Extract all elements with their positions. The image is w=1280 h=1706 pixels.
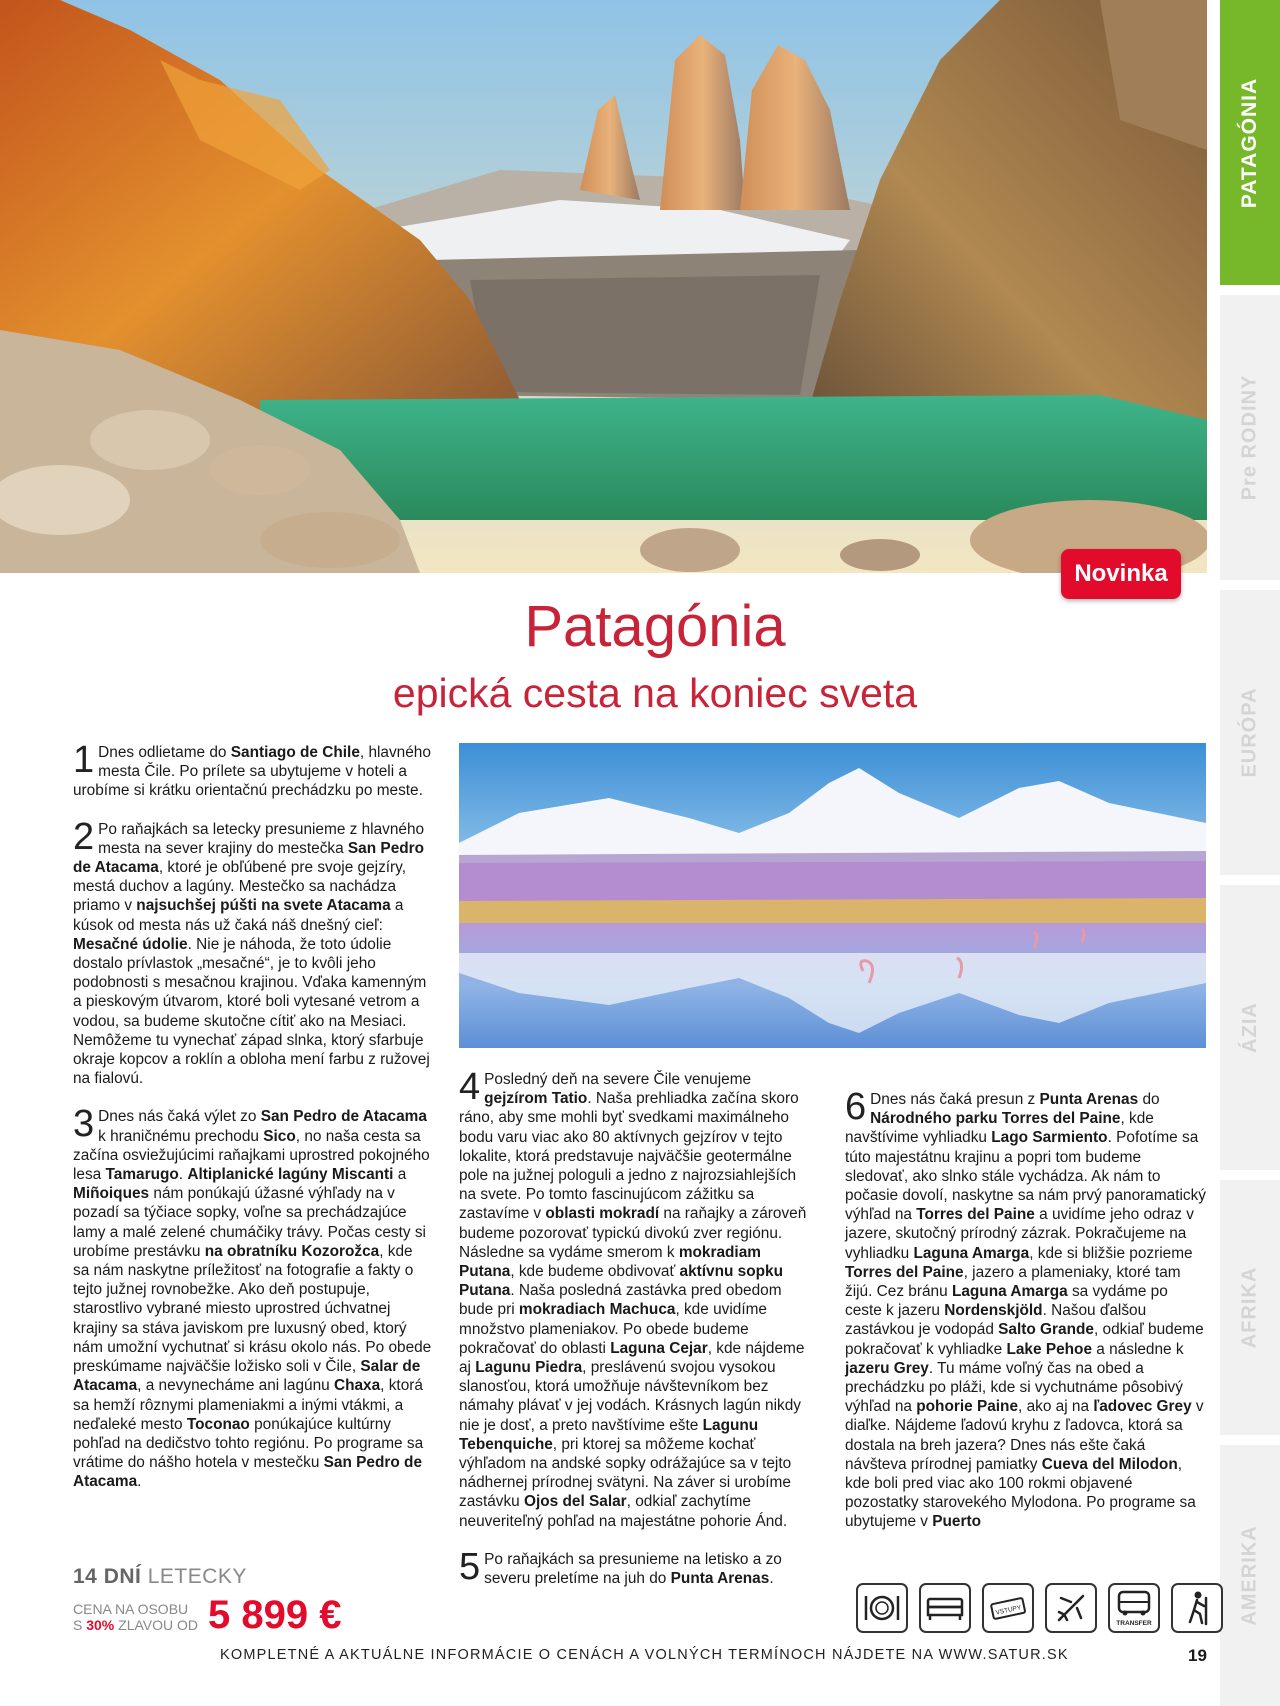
atacama-lagoon-photo [459, 743, 1206, 1048]
price-label-s: S [73, 1617, 83, 1633]
price-discount: 30% [86, 1617, 115, 1633]
day-1-text: Dnes odlietame do Santiago de Chile, hlavného mesta Čile. Po prílete sa ubytujeme v hoteli a urobíme si krátku orientačnú prechádzku po meste. [73, 744, 431, 800]
tab-label: AMERIKA [1238, 1525, 1261, 1626]
bed-icon [919, 1583, 971, 1633]
day-number: 3 [73, 1103, 95, 1146]
tab-europa[interactable] [1220, 590, 1280, 875]
trip-days: 14 DNÍ [73, 1565, 142, 1588]
tickets-icon [982, 1583, 1034, 1633]
itinerary-column-3 [845, 1086, 1207, 1551]
price-label [73, 1601, 198, 1633]
included-services [856, 1583, 1223, 1633]
meals-icon [856, 1583, 908, 1633]
itinerary-column-2 [459, 1066, 817, 1607]
day-number: 6 [845, 1086, 867, 1128]
price-value: 5 899 € [208, 1593, 342, 1637]
tab-label: Pre RODINY [1238, 374, 1261, 501]
day-3 [73, 1103, 433, 1491]
page-title: Patagónia [524, 594, 786, 659]
day-4 [459, 1066, 817, 1531]
tab-patagonia[interactable] [1220, 0, 1280, 285]
page-number: 19 [1188, 1646, 1207, 1665]
day-number: 1 [73, 739, 95, 781]
day-number: 5 [459, 1545, 481, 1588]
section-tabs [1220, 0, 1280, 1706]
itinerary-column-1 [73, 739, 433, 1511]
day-6 [845, 1086, 1207, 1532]
day-2-text: Po raňajkách sa letecky presunieme z hlavného mesta na sever krajiny do mestečka San Pedro de Atacama, ktoré je obľúbené pre svoje gejzíry, mestá duchov a lagúny. Mestečko sa nachádza priamo v najsuchšej púšti na svete Atacama a kúsok od mesta nás už čaká náš dnešný cieľ: Mesačné údolie. Nie je náhoda, že toto údolie dostalo prívlastok „mesačné“, je to kvôli jeho podobnosti s mesačnou krajinou. Vďaka kamenným a pieskovým útvarom, ktoré boli vytesané vetrom a vodou, sa budeme skutočne cítiť ako na Mesiaci. Nemôžeme tu vynechať západ slnka, ktorý sfarbuje okraje kopcov a roklín a obloha mení farbu z ružovej na fialovú. [73, 820, 430, 1088]
day-5-text: Po raňajkách sa presunieme na letisko a zo severu preletíme na juh do Punta Arenas. [484, 1550, 782, 1588]
price-label-rest: ZLAVOU OD [118, 1617, 199, 1633]
day-5 [459, 1545, 817, 1588]
day-3-text: Dnes nás čaká výlet zo San Pedro de Atacama k hraničnému prechodu Sico, no naša cesta sa začína osviežujúcimi raňajkami uprostred pokojného lesa Tamarugo. Altiplanické lagúny Miscanti a Miñoiques nám ponúkajú úžasné výhľady na v pozadí sa týčiace sopky, voľne sa prechádzajúce lamy a malé zelené chumáčiky trávy. Počas cesty si urobíme prestávku na obratníku Kozorožca, kde sa nám naskytne príležitosť na fotografie a fakty o tejto južnej rovnobežke. Ako deň postupuje, starostlivo vybrané miesto uprostred úchvatnej krajiny sa stáva javiskom pre luxusný obed, ktorý nám umožní vychutnať si krásu okolo nás. Po obede preskúmame najväčšie ložisko soli v Čile, Salar de Atacama, a nevynecháme ani lagúnu Chaxa, ktorá sa hemží rôznymi plameniakmi a inými vtákmi, a neďaleké mesto Toconao ponúkajúce kultúrny pohľad na dedičstvo tohto regiónu. Po programe sa vrátime do nášho hotela v mestečku San Pedro de Atacama. [73, 1108, 432, 1491]
hiking-icon [1171, 1583, 1223, 1633]
tab-label: AFRIKA [1238, 1266, 1261, 1349]
trip-duration [73, 1565, 247, 1589]
day-2 [73, 815, 433, 1089]
tab-azia[interactable] [1220, 885, 1280, 1170]
bus-transfer-icon [1108, 1583, 1160, 1633]
hero-photo-torres-del-paine [0, 0, 1207, 573]
price-label-line1: CENA NA OSOBU [73, 1601, 189, 1617]
tab-label: EURÓPA [1238, 687, 1261, 778]
transfer-label: TRANSFER [1116, 1620, 1152, 1627]
day-number: 4 [459, 1066, 481, 1108]
tickets-label: VSTUPY [995, 1604, 1022, 1617]
tab-label: ÁZIA [1238, 1002, 1261, 1053]
day-number: 2 [73, 815, 95, 858]
day-4-text: Posledný deň na severe Čile venujeme gejzírom Tatio. Naša prehliadka začína skoro ráno, aby sme mohli byť svedkami maximálneho bodu varu viac ako 80 aktívnych gejzírov v tejto lokalite, ktorá predstavuje najväčšie geotermálne pole na južnej pologuli a jedno z najrozsiahlejších na svete. Po tomto fascinujúcom zážitku sa zastavíme v oblasti mokradí na raňajky a zároveň budeme pozorovať typickú divokú zver regiónu. Následne sa vydáme smerom k mokradiam Putana, kde budeme obdivovať aktívnu sopku Putana. Naša posledná zastávka pred obedom bude pri mokradiach Machuca, kde uvidíme množstvo plameniakov. Po obede budeme pokračovať do oblasti Laguna Cejar, kde nájdeme aj Lagunu Piedra, preslávenú svojou vysokou slanosťou, ktorá umožňuje návštevníkom bez námahy plávať v jej vodách. Krásnych lagún nikdy nie je dosť, a preto navštívime ešte Lagunu Tebenquiche, pri ktorej sa môžeme kochať výhľadom na andské sopky odrážajúce sa v tejto nádhernej prírodnej svätyni. Na záver si urobíme zastávku Ojos del Salar, odkiaľ zachytíme neuveriteľný pohľad na majestátne pohorie Ánd. [459, 1071, 807, 1530]
page-subtitle: epická cesta na koniec sveta [392, 670, 918, 716]
tab-afrika[interactable] [1220, 1180, 1280, 1435]
day-1 [73, 739, 433, 801]
tab-amerika[interactable] [1220, 1445, 1280, 1706]
trip-type: LETECKY [147, 1565, 247, 1588]
tab-label: PATAGÓNIA [1238, 77, 1262, 208]
day-6-text: Dnes nás čaká presun z Punta Arenas do Národného parku Torres del Paine, kde navštívime vyhliadku Lago Sarmiento. Pofotíme sa túto majestátnu krajinu a popri tom budeme sledovať, ako slnko stále vychádza. Ak nám to počasie dovolí, naskytne sa nám prvý panoramatický výhľad na Torres del Paine a uvidíme jeho odraz v jazere, skutočný prírodný zázrak. Pokračujeme na vyhliadku Laguna Amarga, kde si bližšie pozrieme Torres del Paine, jazero a plameniaky, ktoré tam žijú. Cez bránu Laguna Amarga sa vydáme po ceste k jazeru Nordenskjöld. Našou ďalšou zastávkou je vodopád Salto Grande, odkiaľ budeme pokračovať k vyhliadke Lake Pehoe a následne k jazeru Grey. Tu máme voľný čas na obed a prechádzku po pláži, kde si vychutnáme pôsobivý výhľad na pohorie Paine, ako aj na ľadovec Grey v diaľke. Nájdeme ľadovú kryhu z ľadovca, ktorá sa dostala na breh jazera? Dnes nás ešte čaká návšteva prírodnej pamiatky Cueva del Milodon, kde boli pred viac ako 100 rokmi objavené pozostatky starovekého Mylodona. Po programe sa ubytujeme v Puerto [845, 1091, 1207, 1531]
flight-icon [1045, 1583, 1097, 1633]
footer-info: KOMPLETNÉ A AKTUÁLNE INFORMÁCIE O CENÁCH A VOLNÝCH TERMÍNOCH NÁJDETE NA WWW.SATUR.SK [220, 1647, 1069, 1663]
new-badge: Novinka [1061, 549, 1181, 599]
tab-pre-rodiny[interactable] [1220, 295, 1280, 580]
